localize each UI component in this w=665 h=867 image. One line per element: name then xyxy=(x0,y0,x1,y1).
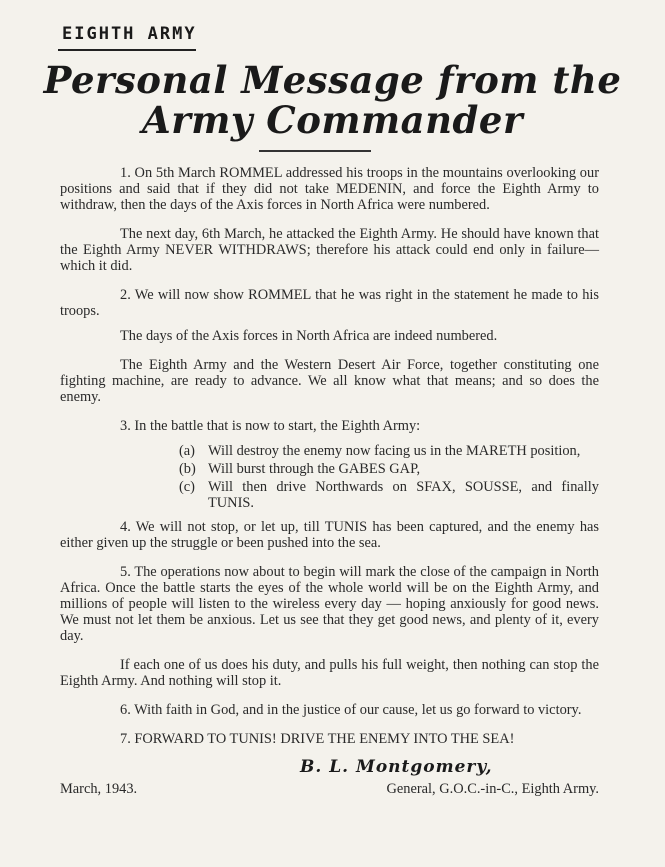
page-title xyxy=(40,60,625,140)
paragraph-2c: The Eighth Army and the Western Desert Air Force, together constituting one fighting machine, are ready to advance. We all know what that means; and so does the enemy. xyxy=(60,357,599,405)
list-item xyxy=(179,461,599,477)
message-body xyxy=(60,165,599,760)
signature-name: B. L. Montgomery, xyxy=(300,757,493,777)
battle-objectives-list xyxy=(60,443,599,511)
paragraph-3: 3. In the battle that is now to start, the Eighth Army: xyxy=(120,418,421,434)
paragraph-7: 7. FORWARD TO TUNIS! DRIVE THE ENEMY INTO THE SEA! xyxy=(120,731,515,747)
list-item-text: Will destroy the enemy now facing us in the MARETH position, xyxy=(208,443,581,459)
header-underline xyxy=(58,49,196,51)
list-item xyxy=(179,479,599,511)
list-item-label: (c) xyxy=(179,479,195,495)
list-item xyxy=(179,443,599,459)
paragraph-4: 4. We will not stop, or let up, till TUNIS has been captured, and the enemy has either given up the struggle or been pushed into the sea. xyxy=(60,519,599,551)
paragraph-6: 6. With faith in God, and in the justice of our cause, let us go forward to victory. xyxy=(120,702,582,718)
title-line-1: Personal Message from the xyxy=(43,58,622,102)
paragraph-2: 2. We will now show ROMMEL that he was right in the statement he made to his troops. xyxy=(60,287,599,319)
list-item-text: Will then drive Northwards on SFAX, SOUSSE, and finally TUNIS. xyxy=(208,479,599,511)
paragraph-5: 5. The operations now about to begin will mark the close of the campaign in North Africa. Once the battle starts the eyes of the whole world will be on the Eighth Army, and millions of people will listen to the wireless every day — hoping anxiously for good news. We must not let them be anxious. Let us see that they get good news, and plenty of it, every day. xyxy=(60,564,599,644)
message-date: March, 1943. xyxy=(60,781,138,797)
paragraph-1b: The next day, 6th March, he attacked the Eighth Army. He should have known that the Eighth Army NEVER WITHDRAWS; therefore his attack could end only in failure—which it did. xyxy=(60,226,599,274)
title-line-2: Army Commander xyxy=(142,98,523,142)
list-item-label: (b) xyxy=(179,461,196,477)
signature-title: General, G.O.C.-in-C., Eighth Army. xyxy=(386,781,599,797)
paragraph-2b: The days of the Axis forces in North Africa are indeed numbered. xyxy=(120,328,498,344)
list-item-label: (a) xyxy=(179,443,195,459)
paragraph-1: 1. On 5th March ROMMEL addressed his troops in the mountains overlooking our positions and said that if they did not take MEDENIN, and force the Eighth Army to withdraw, then the days of the Axis forces in North Africa were numbered. xyxy=(60,165,599,213)
title-divider xyxy=(259,150,371,152)
list-item-text: Will burst through the GABES GAP, xyxy=(208,461,421,477)
header-label: EIGHTH ARMY xyxy=(62,24,197,44)
paragraph-5b: If each one of us does his duty, and pulls his full weight, then nothing can stop the Eighth Army. And nothing will stop it. xyxy=(60,657,599,689)
